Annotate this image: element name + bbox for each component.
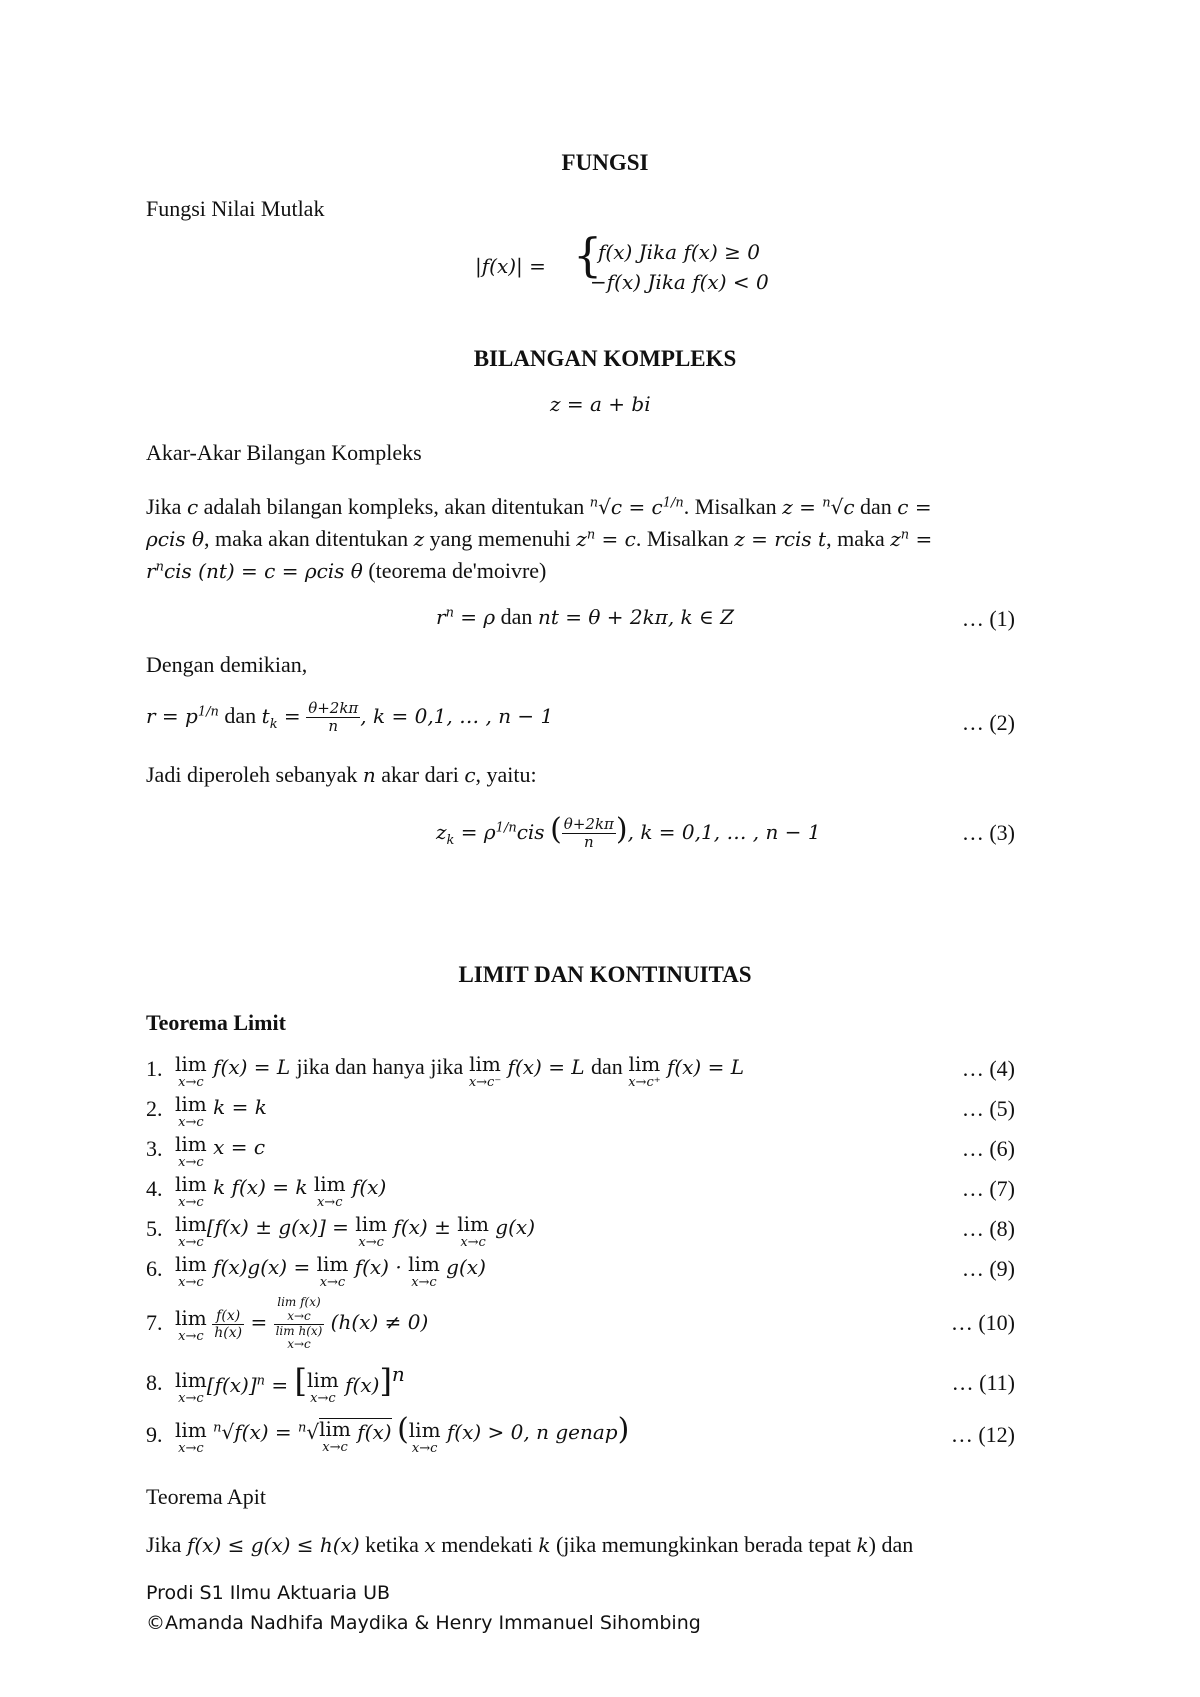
jadi-line: Jadi diperoleh sebanyak n akar dari c, yaitu: (146, 762, 537, 787)
tag-6: … (6) (961, 1136, 1015, 1161)
list-number: 8. (146, 1370, 163, 1395)
limit-rule-8: lim x→c $[f(x)]^n$ = [ lim x→c f(x)]n (175, 1362, 405, 1406)
limit-rule-9: lim x→c $^n$√f(x) = $^n$√ lim x→c f(x) ( lim x→c f(x) > 0, n genap) (175, 1412, 630, 1456)
tag-10: … (10) (950, 1310, 1015, 1335)
subtitle-fungsi-nilai-mutlak: Fungsi Nilai Mutlak (146, 196, 325, 221)
heading-fungsi: FUNGSI (561, 150, 649, 175)
limit-rule-7: lim x→c $\frac{f(x)}{h(x)}$ = lim f(x) x→c lim h(x) x→c (h(x) ≠ 0) (175, 1295, 429, 1352)
heading-limit: LIMIT DAN KONTINUITAS (458, 962, 752, 987)
list-number: 2. (146, 1096, 163, 1121)
paragraph-line-3: $r^ncis$ (nt) = c = ρcis θ (teorema de'moivre) (146, 558, 547, 583)
apit-paragraph: Jika f(x) ≤ g(x) ≤ h(x) ketika x mendekati k (jika memungkinkan berada tepat k) dan (146, 1532, 914, 1557)
list-number: 9. (146, 1422, 163, 1447)
footer-line-2: ©Amanda Nadhifa Maydika & Henry Immanuel Sihombing (146, 1612, 701, 1634)
limit-rule-4: lim x→c k f(x) = k lim x→c f(x) (175, 1172, 387, 1210)
equation-2: $r = p^{1/n}$ dan $t_k$ = $\frac{\theta+2k\pi}{n}$ , k = 0,1, … , n − 1 (146, 699, 554, 736)
tag-11: … (11) (951, 1370, 1015, 1395)
limit-rule-2: lim x→c k = k (175, 1092, 267, 1130)
equation-3: $z_k = \rho^{1/n}cis$ ( $\frac{\theta+2k\pi}{n}$ ), k = 0,1, … , n − 1 (436, 812, 821, 852)
tag-5: … (5) (961, 1096, 1015, 1121)
tag-7: … (7) (961, 1176, 1015, 1201)
teorema-limit-title: Teorema Limit (146, 1010, 286, 1035)
tag-4: … (4) (961, 1056, 1015, 1081)
list-number: 4. (146, 1176, 163, 1201)
tag-2: … (2) (961, 710, 1015, 735)
list-number: 7. (146, 1310, 163, 1335)
subtitle-akar: Akar-Akar Bilangan Kompleks (146, 440, 422, 465)
abs-case-1: f(x) Jika f(x) ≥ 0 (598, 240, 760, 264)
dengan-demikian: Dengan demikian, (146, 652, 308, 677)
left-brace: { (573, 228, 603, 282)
limit-rule-1: lim x→c f(x) = L jika dan hanya jika lim x→c⁻ f(x) = L dan lim x→c⁺ f(x) = L (175, 1052, 744, 1090)
footer-line-1: Prodi S1 Ilmu Aktuaria UB (146, 1582, 391, 1604)
list-number: 1. (146, 1056, 163, 1081)
equation-1: $r^n = \rho$ dan nt = θ + 2kπ, k ∈ Z (436, 604, 735, 629)
teorema-apit-title: Teorema Apit (146, 1484, 267, 1509)
abs-lhs: |f(x)| = (475, 254, 546, 278)
list-number: 6. (146, 1256, 163, 1281)
abs-case-2: −f(x) Jika f(x) < 0 (590, 270, 769, 294)
tag-1: … (1) (961, 606, 1015, 631)
fraction-theta-2kpi-n: $\frac{\theta+2k\pi}{n}$ (308, 699, 359, 736)
tag-3: … (3) (961, 820, 1015, 845)
list-number: 3. (146, 1136, 163, 1161)
tag-8: … (8) (961, 1216, 1015, 1241)
limit-rule-3: lim x→c x = c (175, 1132, 266, 1170)
tag-12: … (12) (950, 1422, 1015, 1447)
limit-rule-6: lim x→c f(x)g(x) = lim x→c f(x) · lim x→c g(x) (175, 1252, 486, 1290)
heading-bilangan-kompleks: BILANGAN KOMPLEKS (473, 346, 737, 371)
list-number: 5. (146, 1216, 163, 1241)
paragraph-line-2: ρcis θ, maka akan ditentukan z yang memenuhi $z^n = c$. Misalkan z = rcis t, maka $z^n$ = (146, 526, 933, 551)
paragraph-line-1: Jika c adalah bilangan kompleks, akan ditentukan $^n√c = c^{1/n}$. Misalkan z = $^n$√c dan c = (146, 494, 932, 519)
limit-rule-5: lim x→c [f(x) ± g(x)] = lim x→c f(x) ± lim x→c g(x) (175, 1212, 535, 1250)
formula-z: z = a + bi (550, 392, 651, 416)
tag-9: … (9) (961, 1256, 1015, 1281)
